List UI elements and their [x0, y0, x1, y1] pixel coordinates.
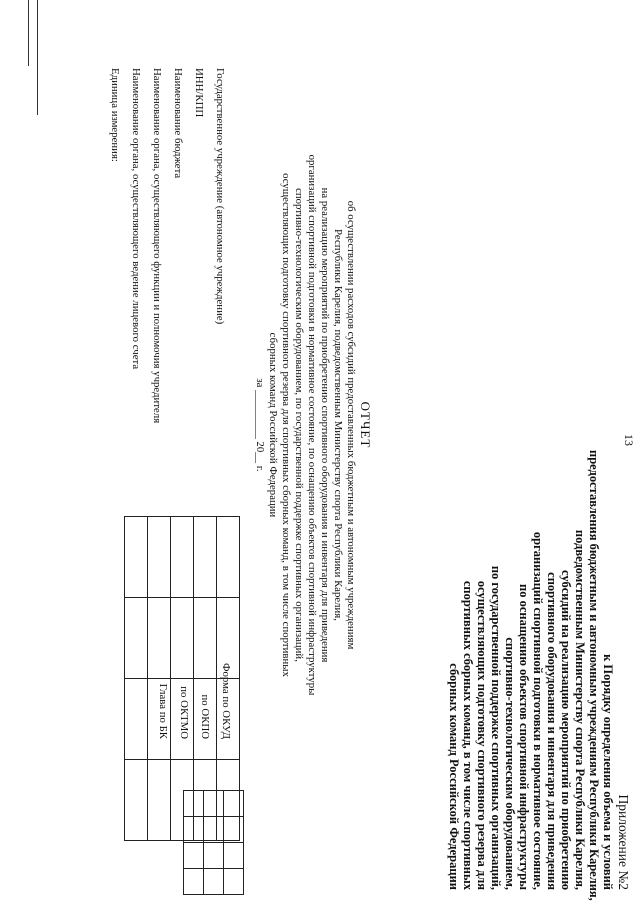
code-oktmo-label: по ОКТМО — [178, 686, 190, 739]
code-cell — [125, 598, 148, 679]
field-account-label: Наименование органа, осуществляющего ведение лицевого счета — [130, 68, 142, 370]
field-institution-label: Государственное учреждение (автономное учреждение) — [214, 68, 226, 325]
report-title: ОТЧЕТ — [358, 401, 373, 449]
appendix-line: сборных команд Российской Федерации — [447, 663, 461, 890]
field-budget-label: Наименование бюджета — [172, 68, 184, 179]
appendix-line: к Порядку определения объема и условий — [601, 654, 615, 890]
appendix-line: предоставления бюджетным и автономным учреждениям Республики Карелия, — [587, 450, 601, 901]
appendix-line: осуществляющих подготовку спортивного резерва для — [475, 580, 489, 890]
appendix-line: по оснащению объектов спортивной инфраструктуры — [517, 584, 531, 890]
code-cell — [171, 598, 194, 679]
code-cell — [194, 598, 217, 679]
page-number: 13 — [622, 434, 636, 446]
appendix-line: организаций спортивной подготовки в нормативное состояние, — [531, 531, 545, 890]
field-unit-label: Единица измерения: — [109, 68, 121, 162]
code-cell — [217, 760, 240, 841]
appendix-header — [447, 450, 631, 901]
code-okpo-label: по ОКПО — [199, 694, 211, 739]
appendix-line: подведомственным Министерству спорта Республики Карелия, — [573, 529, 587, 890]
code-cell — [148, 679, 171, 760]
report-heading — [253, 45, 372, 805]
report-fields — [104, 68, 230, 423]
grid-cell — [204, 869, 224, 895]
field-inn-kpp-label: ИНН/КПП — [193, 68, 205, 118]
report-line: осуществляющих подготовку спортивного резерва для спортивных сборных команд, в том числе спортивных — [280, 173, 292, 677]
grid-cell — [184, 843, 204, 869]
code-cell — [217, 598, 240, 679]
report-line: спортивно-технологическим оборудованием, по государственной поддержке спортивных организаций, — [293, 188, 305, 662]
code-cell — [217, 517, 240, 598]
code-bk-label: Глава по БК — [157, 683, 169, 739]
code-okud-label: Форма по ОКУД — [220, 663, 232, 739]
code-cell — [125, 760, 148, 841]
code-cell — [171, 760, 194, 841]
code-cell — [171, 679, 194, 760]
code-cell — [125, 517, 148, 598]
code-cell — [148, 760, 171, 841]
appendix-line: спортивного оборудования и инвентаря для приведения — [545, 572, 559, 890]
report-line: на реализацию мероприятий по приобретению спортивного оборудования и инвентаря для приведения — [319, 187, 331, 663]
grid-cell — [224, 843, 244, 869]
grid-cell — [184, 869, 204, 895]
appendix-line: по государственной поддержке спортивных организаций, — [489, 565, 503, 890]
report-period: за _________ 20__ г. — [254, 378, 266, 472]
appendix-line: спортивных сборных команд, в том числе спортивных — [461, 580, 475, 890]
code-values-table — [124, 516, 240, 841]
code-cell — [194, 517, 217, 598]
grid-cell — [224, 869, 244, 895]
grid-cell — [204, 843, 224, 869]
code-cell — [171, 517, 194, 598]
appendix-number: Приложение №2 — [616, 794, 631, 890]
appendix-line: субсидий на реализацию мероприятий по приобретению — [559, 570, 573, 890]
code-cell — [194, 679, 217, 760]
report-line: об осуществлении расходов субсидий предоставленных бюджетным и автономным учреждениям — [345, 200, 357, 650]
report-line: Республики Карелия, подведомственным Министерству спорта Республики Карелия, — [332, 229, 344, 621]
report-line: организаций спортивной подготовки в нормативное состояние, по оснащению объектов спортивной инфраструктуры — [306, 154, 318, 696]
field-founder-label: Наименование органа, осуществляющего функции и полномочия учредителя — [151, 68, 163, 424]
code-cell — [217, 679, 240, 760]
code-cell — [148, 598, 171, 679]
code-cell — [194, 760, 217, 841]
footer-rule — [28, 0, 29, 66]
code-cell — [125, 679, 148, 760]
report-line: сборных команд Российской Федерации — [267, 332, 279, 518]
code-cell — [148, 517, 171, 598]
appendix-line: спортивно-технологическим оборудованием, — [503, 637, 517, 890]
footer-rule — [37, 0, 38, 115]
